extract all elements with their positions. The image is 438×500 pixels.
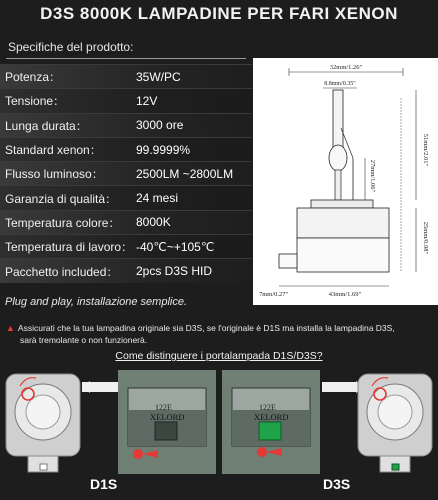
comparison-question: Come distinguere i portalampada D1S/D3S?: [115, 350, 323, 362]
connector-brand-right: XELORD: [254, 412, 289, 422]
spec-value: 24 mesi: [136, 191, 179, 206]
socket-comparison: [0, 364, 438, 500]
spec-row: [0, 137, 252, 161]
dim-bottom-left-label: 7mm/0.27": [259, 291, 289, 298]
spec-value: -40℃~+105℃: [136, 239, 215, 254]
spec-row: [0, 88, 252, 112]
connector-code-right: 122E: [259, 403, 276, 412]
spec-row: [0, 258, 252, 282]
d3s-socket-photo: [358, 374, 432, 472]
connector-brand-left: XELORD: [150, 412, 185, 422]
bulb-capsule: [329, 145, 347, 171]
spec-label: Temperatura colore：: [5, 215, 121, 230]
spec-value: 2pcs D3S HID: [136, 264, 213, 279]
dim-tube-height-label: 27mm/1.06": [369, 159, 376, 193]
note-line-1: Assicurati che la tua lampadina originale sia D3S, se l'originale è D1S ma installa la lampadina D3S,: [17, 323, 395, 333]
spec-value: 35W/PC: [136, 69, 181, 84]
dim-base-height-label: 25mm/0.98": [422, 221, 429, 255]
warning-icon: ▲: [6, 323, 15, 333]
spec-row: [0, 113, 252, 137]
spec-label: Lunga durata：: [5, 118, 88, 133]
spec-row: [0, 185, 252, 209]
spec-label: Tensione：: [5, 94, 66, 109]
plug-and-play-text: Plug and play, installazione semplice.: [5, 296, 188, 308]
spec-label: Potenza：: [5, 70, 62, 85]
dimension-diagram: [253, 58, 438, 305]
specs-heading: Specifiche del prodotto:: [8, 40, 134, 54]
bulb-flange: [311, 200, 373, 208]
d1s-socket-photo: [6, 374, 80, 472]
specs-heading-underline: [6, 58, 246, 59]
label-d3s: D3S: [323, 476, 351, 492]
dim-inner-label: 8.8mm/0.35": [324, 81, 356, 87]
spec-label: Standard xenon：: [5, 143, 102, 158]
d1s-connector-photo: [118, 370, 216, 474]
bulb-base: [297, 208, 389, 238]
spec-label: Temperatura di lavoro：: [5, 240, 134, 255]
bulb-drawing: [253, 58, 438, 305]
spec-row: [0, 210, 252, 234]
spec-value: 3000 ore: [136, 118, 184, 133]
spec-value: 99.9999%: [136, 142, 191, 157]
spec-label: Pacchetto included：: [5, 264, 119, 279]
note-line-2: sarà tremolante o non funzionerà.: [20, 335, 148, 345]
spec-label: Garanzia di qualità：: [5, 191, 118, 206]
spec-label: Flusso luminoso：: [5, 167, 104, 182]
dim-total-height-label: 51mm/2.01": [422, 133, 429, 167]
spec-row: [0, 161, 252, 185]
spec-row: [0, 64, 252, 88]
socket-comparison-art: [0, 364, 438, 500]
spec-value: 2500LM ~2800LM: [136, 166, 234, 181]
dim-top-label: 32mm/1.26": [329, 64, 363, 71]
compatibility-note: [6, 322, 432, 346]
d3s-connector-photo: [222, 370, 320, 474]
page-title: D3S 8000K LAMPADINE PER FARI XENON: [40, 4, 398, 23]
spec-value: 8000K: [136, 215, 171, 230]
dim-bottom-right-label: 43mm/1.69": [328, 291, 362, 298]
label-d1s: D1S: [90, 476, 118, 492]
spec-value: 12V: [136, 93, 158, 108]
connector-code-left: 122E: [155, 403, 172, 412]
spec-row: [0, 234, 252, 258]
specs-table: [0, 64, 252, 283]
